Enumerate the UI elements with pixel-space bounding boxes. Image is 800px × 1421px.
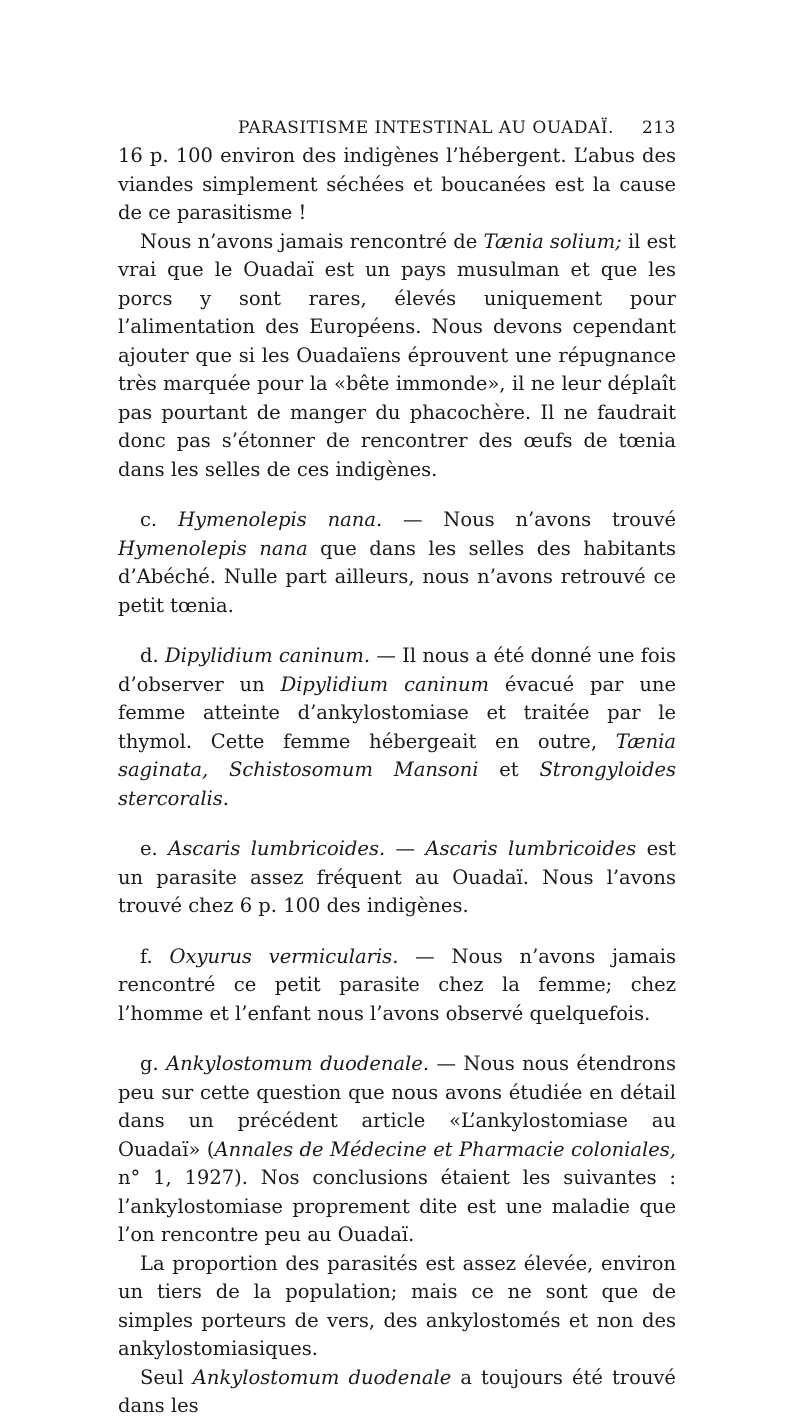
section-d-dipylidium: d. Dipylidium caninum. — Il nous a été donné une fois d’observer un Dipylidium caninum évacué par une femme atteinte d’ankylostomiase et traitée par le thymol. Cette femme hébergeait en outre, Tænia saginata, Schistosomum Mansoni et Strongyloides stercoralis.: [118, 644, 677, 810]
species-name: Tænia saginata, Schistosomum Mansoni: [118, 729, 676, 781]
paragraph-seul: Seul Ankylostomum duodenale a toujours été trouvé dans les: [118, 1365, 676, 1417]
paragraph-proportion: La proportion des parasités est assez élevée, environ un tiers de la population; mais ce ne sont que de simples porteurs de vers, des ankylostomés et non des ankylostomiasiques.: [118, 1251, 676, 1360]
section-label: d.: [140, 644, 165, 667]
running-header: [118, 112, 676, 142]
section-c-hymenolepis: c. Hymenolepis nana. — Nous n’avons trouvé Hymenolepis nana que dans les selles des habitants d’Abéché. Nulle part ailleurs, nous n’avons retrouvé ce petit tœnia.: [118, 508, 676, 617]
journal-citation: Annales de Médecine et Pharmacie coloniales,: [214, 1137, 676, 1161]
running-title: PARASITISME INTESTINAL AU OUADAÏ.: [238, 118, 614, 138]
species-name: Hymenolepis nana: [118, 536, 308, 560]
species-name: Ascaris lumbricoides: [425, 837, 637, 860]
section-label: e.: [140, 837, 169, 860]
paragraph-continuation: 16 p. 100 environ des indigènes l’hébergent. L’abus des viandes simplement séchées et boucanées est la cause de ce parasitisme !: [118, 144, 676, 224]
species-name: Dipylidium caninum.: [164, 644, 371, 667]
page-number: 213: [642, 118, 676, 138]
document-page: [118, 112, 676, 1421]
species-name: Strongyloides stercoralis.: [118, 758, 676, 810]
species-name: Ankylostomum duodenale.: [166, 1052, 430, 1075]
paragraph-taenia-solium: Nous n’avons jamais rencontré de Tænia solium; il est vrai que le Ouadaï est un pays musulman et que les porcs y sont rares, élevés uniquement pour l’alimentation des Européens. Nous devons cependant ajouter que si les Ouadaïens éprouvent une répugnance très marquée pour la «bête immonde», il ne leur déplaît pas pourtant de manger du phacochère. Il ne faudrait donc pas s’étonner de rencontrer des œufs de tœnia dans les selles de ces indigènes.: [118, 229, 677, 481]
section-label: f.: [140, 944, 170, 968]
species-name: Ascaris lumbricoides.: [168, 837, 386, 860]
section-label: g.: [140, 1052, 167, 1075]
section-label: c.: [140, 508, 178, 531]
species-name: Oxyurus vermicularis.: [169, 944, 399, 968]
section-f-oxyurus: f. Oxyurus vermicularis. — Nous n’avons jamais rencontré ce petit parasite chez la femme; chez l’homme et l’enfant nous l’avons observé quelquefois.: [118, 944, 677, 1025]
species-name: Tænia solium;: [483, 229, 622, 253]
species-name: Hymenolepis nana.: [177, 508, 383, 531]
section-g-ankylostomum: g. Ankylostomum duodenale. — Nous nous étendrons peu sur cette question que nous avons étudiée en détail dans un précédent article «L’ankylostomiase au Ouadaï» (Annales de Médecine et Pharmacie coloniales, n° 1, 1927). Nos conclusions étaient les suivantes : l’ankylostomiase proprement dite est une maladie que l’on rencontre peu au Ouadaï.: [118, 1052, 676, 1246]
section-e-ascaris: e. Ascaris lumbricoides. — Ascaris lumbricoides est un parasite assez fréquent au Ouadaï. Nous l’avons trouvé chez 6 p. 100 des indigènes.: [118, 837, 677, 917]
species-name: Dipylidium caninum: [280, 672, 490, 696]
species-name: Ankylostomum duodenale: [192, 1365, 452, 1389]
